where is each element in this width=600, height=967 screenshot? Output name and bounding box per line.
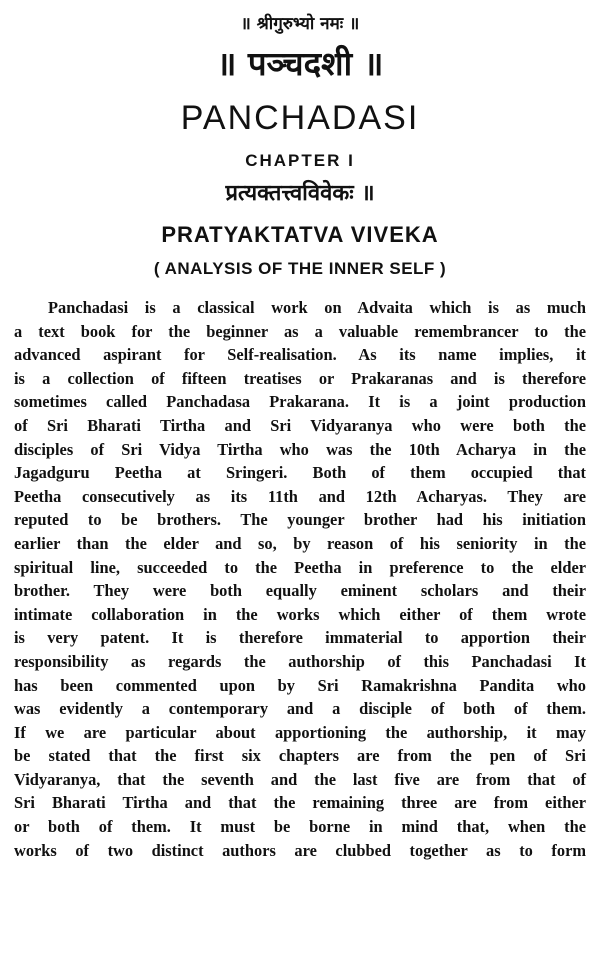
text-line: has been commented upon by Sri Ramakrishna Pandita who (14, 675, 586, 695)
text-line: Sri Bharati Tirtha and that the remaining three are from either (14, 793, 586, 813)
text-line: reputed to be brothers. The younger brother had his initiation (14, 510, 586, 530)
text-line: spiritual line, succeeded to the Peetha in preference to the elder (14, 557, 586, 577)
chapter-title: PRATYAKTATVA VIVEKA (161, 222, 439, 247)
chapter-heading: CHAPTER I (245, 151, 355, 170)
text-line: earlier than the elder and so, by reason of his seniority in the (14, 533, 586, 553)
sanskrit-title: ॥ पञ्चदशी ॥ (216, 44, 384, 83)
text-line: is very patent. It is therefore immaterial to apportion their (14, 628, 586, 648)
text-line: Peetha consecutively as its 11th and 12th Acharyas. They are (14, 486, 586, 506)
page-title: PANCHADASI (180, 99, 420, 137)
chapter-caption: ( ANALYSIS OF THE INNER SELF ) (153, 259, 447, 278)
text-line: If we are particular about apportioning the authorship, it may (14, 722, 586, 742)
text-line: responsibility as regards the authorship of this Panchadasi It (14, 651, 586, 671)
text-line: is a collection of fifteen treatises or Prakaranas and is therefore (14, 368, 586, 388)
text-line: Jagadguru Peetha at Sringeri. Both of them occupied that (14, 463, 586, 483)
text-line: Panchadasi is a classical work on Advaita which is as much (48, 298, 586, 317)
text-line: or both of them. It must be borne in mind that, when the (14, 817, 586, 837)
sanskrit-chapter-title: प्रत्यक्तत्त्वविवेकः ॥ (225, 181, 375, 206)
text-line: a text book for the beginner as a valuable remembrancer to the (14, 321, 586, 341)
text-line: works of two distinct authors are clubbed together as to form (14, 840, 586, 860)
text-line: advanced aspirant for Self-realisation. As its name implies, it (14, 345, 586, 365)
text-line: was evidently a contemporary and a disciple of both of them. (14, 699, 586, 719)
text-line: disciples of Sri Vidya Tirtha who was the 10th Acharya in the (14, 439, 586, 459)
text-line: intimate collaboration in the works which either of them wrote (14, 604, 586, 624)
text-line: brother. They were both equally eminent scholars and their (14, 581, 586, 601)
text-line: sometimes called Panchadasa Prakarana. It is a joint production (14, 392, 586, 412)
body-paragraph (14, 296, 586, 862)
text-line: Vidyaranya, that the seventh and the last five are from that of (14, 769, 586, 789)
invocation-line: ॥ श्रीगुरुभ्यो नमः ॥ (240, 14, 360, 34)
text-line: of Sri Bharati Tirtha and Sri Vidyaranya who were both the (14, 415, 586, 435)
text-line: be stated that the first six chapters are from the pen of Sri (14, 746, 586, 766)
